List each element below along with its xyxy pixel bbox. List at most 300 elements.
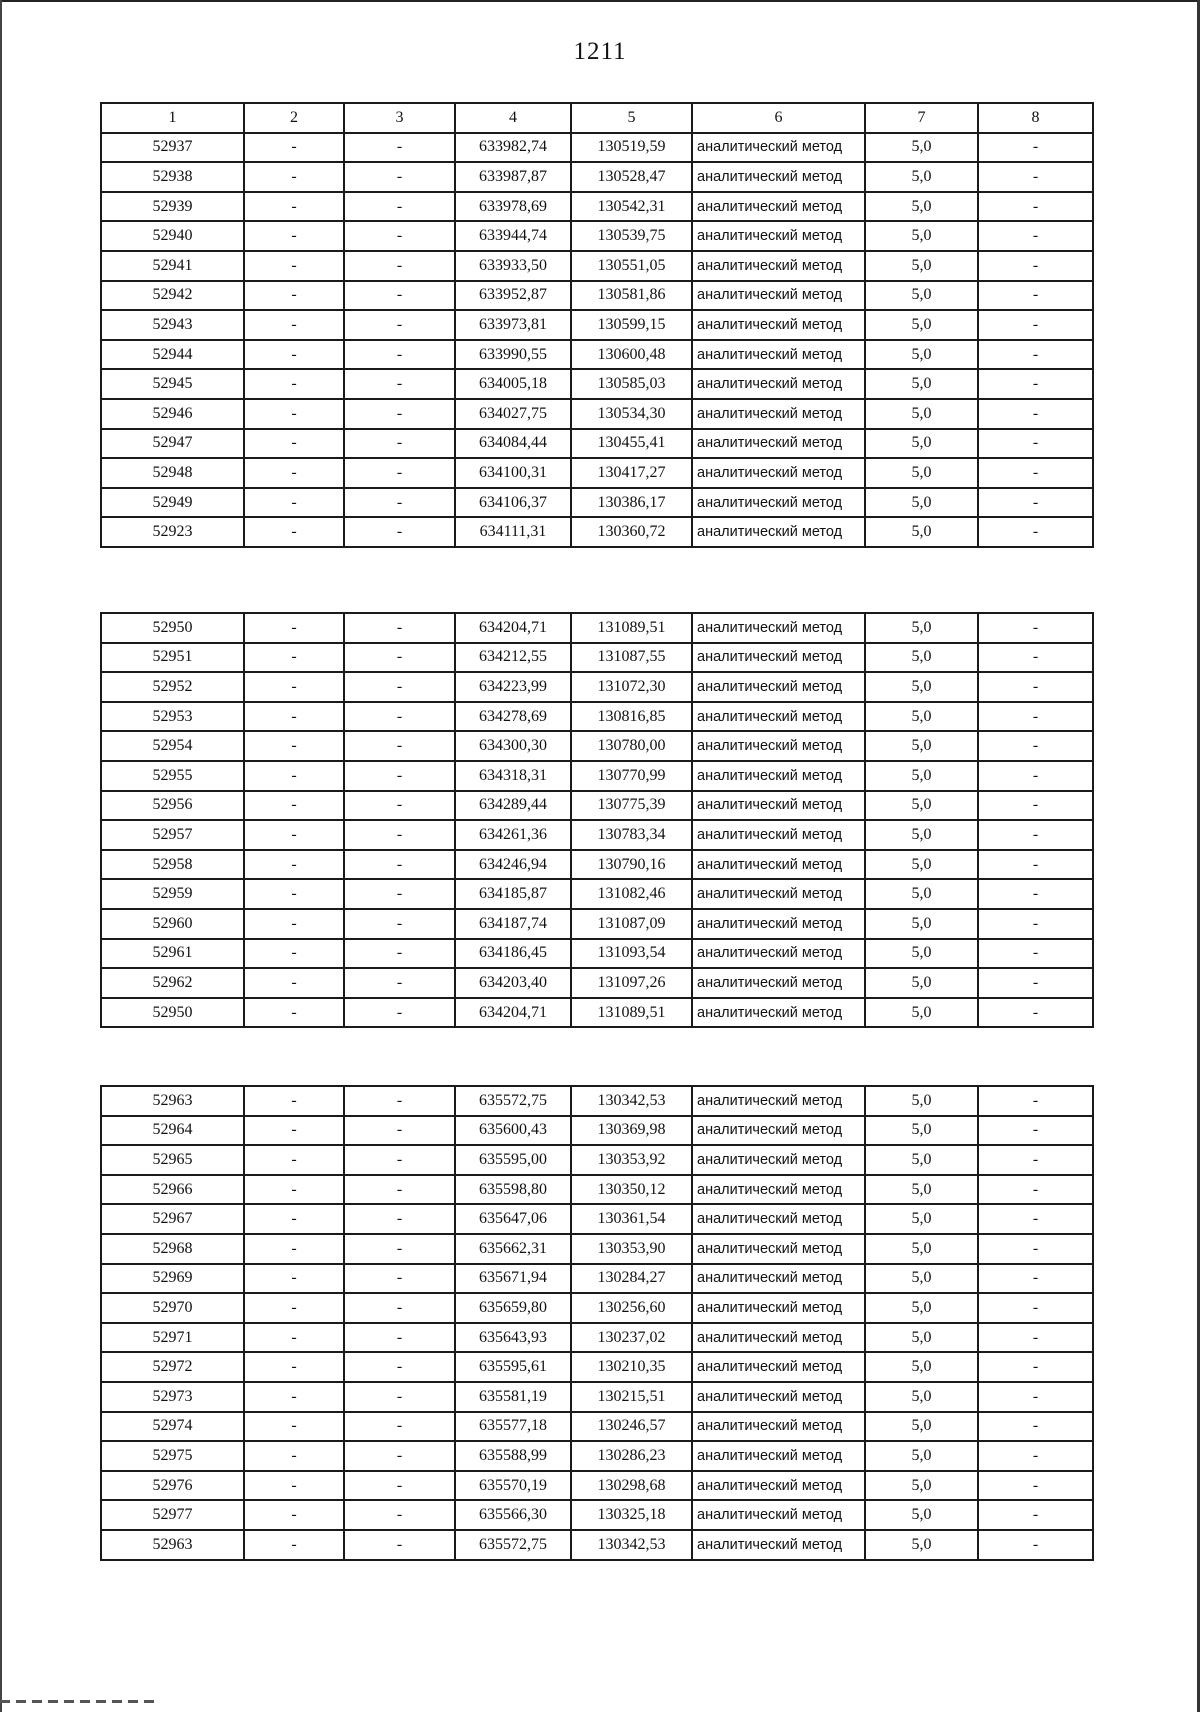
table-cell-col-4: 634204,71: [455, 613, 571, 643]
table-row: [101, 1441, 1093, 1471]
table-cell-col-4: 634186,45: [455, 939, 571, 969]
table-cell-col-7: 5,0: [865, 879, 978, 909]
coordinate-table-3: [100, 1085, 1094, 1561]
table-cell-col-3: -: [344, 1204, 455, 1234]
table-cell-col-4: 634185,87: [455, 879, 571, 909]
table-cell-col-4: 634005,18: [455, 369, 571, 399]
table-row: [101, 1204, 1093, 1234]
table-cell-col-5: 130790,16: [571, 850, 692, 880]
table-cell-col-7: 5,0: [865, 1382, 978, 1412]
table-cell-col-6: аналитический метод: [692, 488, 865, 518]
table-cell-col-2: -: [244, 1412, 344, 1442]
table-row: [101, 1352, 1093, 1382]
table-cell-col-3: -: [344, 613, 455, 643]
table-cell-col-7: 5,0: [865, 1293, 978, 1323]
table-cell-col-3: -: [344, 1086, 455, 1116]
table-cell-col-2: -: [244, 369, 344, 399]
table-cell-col-4: 633973,81: [455, 310, 571, 340]
table-cell-col-8: -: [978, 702, 1093, 732]
table-cell-col-7: 5,0: [865, 1352, 978, 1382]
table-cell-col-7: 5,0: [865, 820, 978, 850]
table-cell-col-4: 634203,40: [455, 968, 571, 998]
table-row: [101, 1500, 1093, 1530]
table-cell-col-1: 52953: [101, 702, 244, 732]
table-cell-col-5: 130325,18: [571, 1500, 692, 1530]
table-cell-col-4: 635581,19: [455, 1382, 571, 1412]
table-row: [101, 369, 1093, 399]
table-row: [101, 1323, 1093, 1353]
table-cell-col-5: 131093,54: [571, 939, 692, 969]
table-cell-col-8: -: [978, 1352, 1093, 1382]
table-cell-col-8: -: [978, 1471, 1093, 1501]
table-cell-col-1: 52942: [101, 281, 244, 311]
table-cell-col-8: -: [978, 133, 1093, 163]
table-cell-col-8: -: [978, 162, 1093, 192]
table-cell-col-5: 130286,23: [571, 1441, 692, 1471]
table-cell-col-2: -: [244, 1086, 344, 1116]
table-cell-col-2: -: [244, 850, 344, 880]
table-cell-col-1: 52959: [101, 879, 244, 909]
table-cell-col-3: -: [344, 643, 455, 673]
table-cell-col-8: -: [978, 399, 1093, 429]
table-cell-col-8: -: [978, 1175, 1093, 1205]
table-cell-col-4: 634084,44: [455, 429, 571, 459]
table-row: [101, 998, 1093, 1028]
table-cell-col-3: -: [344, 1471, 455, 1501]
table-cell-col-5: 130816,85: [571, 702, 692, 732]
table-cell-col-8: -: [978, 1234, 1093, 1264]
table-cell-col-5: 131087,09: [571, 909, 692, 939]
table-cell-col-6: аналитический метод: [692, 1382, 865, 1412]
table-cell-col-6: аналитический метод: [692, 998, 865, 1028]
table-cell-col-5: 130600,48: [571, 340, 692, 370]
table-cell-col-8: -: [978, 850, 1093, 880]
scan-edge-left: [0, 0, 2, 1712]
table-cell-col-3: -: [344, 1293, 455, 1323]
table-cell-col-6: аналитический метод: [692, 791, 865, 821]
table-cell-col-3: -: [344, 1530, 455, 1560]
table-cell-col-6: аналитический метод: [692, 458, 865, 488]
table-cell-col-1: 52923: [101, 517, 244, 547]
table-cell-col-8: -: [978, 369, 1093, 399]
table-cell-col-4: 634106,37: [455, 488, 571, 518]
table-cell-col-4: 634223,99: [455, 672, 571, 702]
table-cell-col-8: -: [978, 429, 1093, 459]
table-cell-col-1: 52955: [101, 761, 244, 791]
table-cell-col-6: аналитический метод: [692, 221, 865, 251]
column-header-4: 4: [455, 103, 571, 133]
table-cell-col-3: -: [344, 399, 455, 429]
table-cell-col-4: 634246,94: [455, 850, 571, 880]
table-cell-col-7: 5,0: [865, 1323, 978, 1353]
table-cell-col-8: -: [978, 820, 1093, 850]
table-cell-col-1: 52954: [101, 731, 244, 761]
table-row: [101, 731, 1093, 761]
table-cell-col-6: аналитический метод: [692, 613, 865, 643]
table-cell-col-1: 52939: [101, 192, 244, 222]
table-cell-col-5: 130353,92: [571, 1145, 692, 1175]
table-cell-col-4: 634100,31: [455, 458, 571, 488]
table-cell-col-6: аналитический метод: [692, 1116, 865, 1146]
table-cell-col-7: 5,0: [865, 672, 978, 702]
table-cell-col-6: аналитический метод: [692, 968, 865, 998]
table-cell-col-3: -: [344, 1175, 455, 1205]
table-cell-col-3: -: [344, 879, 455, 909]
table-cell-col-6: аналитический метод: [692, 731, 865, 761]
table-cell-col-8: -: [978, 1323, 1093, 1353]
table-cell-col-3: -: [344, 761, 455, 791]
table-cell-col-7: 5,0: [865, 133, 978, 163]
table-cell-col-7: 5,0: [865, 458, 978, 488]
table-row: [101, 613, 1093, 643]
table-cell-col-5: 131072,30: [571, 672, 692, 702]
table-cell-col-3: -: [344, 702, 455, 732]
table-cell-col-8: -: [978, 488, 1093, 518]
table-cell-col-4: 634318,31: [455, 761, 571, 791]
table-cell-col-6: аналитический метод: [692, 1530, 865, 1560]
table-cell-col-6: аналитический метод: [692, 1175, 865, 1205]
table-cell-col-7: 5,0: [865, 1234, 978, 1264]
table-cell-col-1: 52968: [101, 1234, 244, 1264]
table-cell-col-7: 5,0: [865, 221, 978, 251]
table-cell-col-8: -: [978, 1500, 1093, 1530]
table-cell-col-1: 52965: [101, 1145, 244, 1175]
table-cell-col-5: 130342,53: [571, 1530, 692, 1560]
table-cell-col-5: 130534,30: [571, 399, 692, 429]
table-cell-col-4: 634212,55: [455, 643, 571, 673]
table-cell-col-2: -: [244, 761, 344, 791]
table-cell-col-2: -: [244, 1530, 344, 1560]
table-row: [101, 1382, 1093, 1412]
table-row: [101, 340, 1093, 370]
table-cell-col-1: 52961: [101, 939, 244, 969]
table-cell-col-7: 5,0: [865, 517, 978, 547]
table-cell-col-3: -: [344, 1264, 455, 1294]
table-row: [101, 1412, 1093, 1442]
table-cell-col-6: аналитический метод: [692, 1204, 865, 1234]
table-cell-col-3: -: [344, 1382, 455, 1412]
table-cell-col-6: аналитический метод: [692, 702, 865, 732]
table-cell-col-1: 52963: [101, 1530, 244, 1560]
table-cell-col-3: -: [344, 1441, 455, 1471]
table-cell-col-7: 5,0: [865, 429, 978, 459]
table-cell-col-2: -: [244, 221, 344, 251]
table-cell-col-2: -: [244, 998, 344, 1028]
header-row: [101, 103, 1093, 133]
table-cell-col-1: 52946: [101, 399, 244, 429]
table-cell-col-7: 5,0: [865, 1086, 978, 1116]
table-cell-col-1: 52963: [101, 1086, 244, 1116]
table-cell-col-1: 52957: [101, 820, 244, 850]
table-cell-col-3: -: [344, 791, 455, 821]
table-cell-col-8: -: [978, 939, 1093, 969]
table-row: [101, 909, 1093, 939]
table-cell-col-5: 131089,51: [571, 998, 692, 1028]
table-cell-col-7: 5,0: [865, 1116, 978, 1146]
table-cell-col-5: 130780,00: [571, 731, 692, 761]
table-row: [101, 133, 1093, 163]
table-cell-col-4: 633933,50: [455, 251, 571, 281]
table-cell-col-6: аналитический метод: [692, 369, 865, 399]
table-cell-col-3: -: [344, 1352, 455, 1382]
table-cell-col-3: -: [344, 458, 455, 488]
table-cell-col-5: 131097,26: [571, 968, 692, 998]
table-cell-col-8: -: [978, 1116, 1093, 1146]
table-cell-col-8: -: [978, 998, 1093, 1028]
table-cell-col-7: 5,0: [865, 162, 978, 192]
table-cell-col-5: 130585,03: [571, 369, 692, 399]
table-cell-col-8: -: [978, 791, 1093, 821]
table-cell-col-4: 633944,74: [455, 221, 571, 251]
table-cell-col-6: аналитический метод: [692, 192, 865, 222]
table-cell-col-7: 5,0: [865, 968, 978, 998]
table-cell-col-2: -: [244, 251, 344, 281]
table-cell-col-8: -: [978, 968, 1093, 998]
table-cell-col-2: -: [244, 968, 344, 998]
column-header-5: 5: [571, 103, 692, 133]
table-cell-col-3: -: [344, 850, 455, 880]
table-cell-col-5: 131082,46: [571, 879, 692, 909]
table-cell-col-4: 635647,06: [455, 1204, 571, 1234]
table-cell-col-1: 52940: [101, 221, 244, 251]
table-cell-col-4: 634027,75: [455, 399, 571, 429]
table-cell-col-6: аналитический метод: [692, 517, 865, 547]
table-cell-col-1: 52950: [101, 613, 244, 643]
table-cell-col-1: 52964: [101, 1116, 244, 1146]
table-cell-col-3: -: [344, 731, 455, 761]
table-cell-col-2: -: [244, 1116, 344, 1146]
table-cell-col-2: -: [244, 791, 344, 821]
table-cell-col-8: -: [978, 251, 1093, 281]
table-cell-col-7: 5,0: [865, 399, 978, 429]
table-cell-col-7: 5,0: [865, 281, 978, 311]
table-cell-col-3: -: [344, 281, 455, 311]
table-cell-col-2: -: [244, 192, 344, 222]
table-cell-col-3: -: [344, 310, 455, 340]
table-cell-col-4: 634187,74: [455, 909, 571, 939]
table-cell-col-3: -: [344, 1145, 455, 1175]
table-cell-col-5: 131087,55: [571, 643, 692, 673]
table-cell-col-5: 130353,90: [571, 1234, 692, 1264]
table-cell-col-5: 130237,02: [571, 1323, 692, 1353]
table-cell-col-6: аналитический метод: [692, 1293, 865, 1323]
table-row: [101, 672, 1093, 702]
table-cell-col-5: 131089,51: [571, 613, 692, 643]
coordinate-table-1: [100, 102, 1094, 548]
table-cell-col-1: 52971: [101, 1323, 244, 1353]
table-row: [101, 761, 1093, 791]
table-cell-col-6: аналитический метод: [692, 1500, 865, 1530]
table-cell-col-1: 52970: [101, 1293, 244, 1323]
table-cell-col-7: 5,0: [865, 909, 978, 939]
bottom-scan-mark: [0, 1700, 160, 1703]
table-cell-col-2: -: [244, 517, 344, 547]
table-cell-col-6: аналитический метод: [692, 281, 865, 311]
table-cell-col-1: 52962: [101, 968, 244, 998]
table-cell-col-6: аналитический метод: [692, 672, 865, 702]
table-cell-col-4: 635671,94: [455, 1264, 571, 1294]
table-row: [101, 221, 1093, 251]
table-cell-col-2: -: [244, 1234, 344, 1264]
table-cell-col-2: -: [244, 1293, 344, 1323]
table-cell-col-7: 5,0: [865, 1412, 978, 1442]
table-cell-col-1: 52958: [101, 850, 244, 880]
table-cell-col-1: 52941: [101, 251, 244, 281]
table-row: [101, 192, 1093, 222]
table-cell-col-4: 635570,19: [455, 1471, 571, 1501]
table-cell-col-5: 130350,12: [571, 1175, 692, 1205]
table-cell-col-8: -: [978, 643, 1093, 673]
table-cell-col-4: 633978,69: [455, 192, 571, 222]
table-cell-col-5: 130599,15: [571, 310, 692, 340]
table-cell-col-3: -: [344, 1412, 455, 1442]
table-cell-col-1: 52967: [101, 1204, 244, 1234]
table-cell-col-4: 633952,87: [455, 281, 571, 311]
table-cell-col-6: аналитический метод: [692, 1352, 865, 1382]
table-cell-col-3: -: [344, 133, 455, 163]
table-cell-col-1: 52960: [101, 909, 244, 939]
table-cell-col-8: -: [978, 192, 1093, 222]
table-cell-col-7: 5,0: [865, 310, 978, 340]
table-cell-col-7: 5,0: [865, 1204, 978, 1234]
table-cell-col-7: 5,0: [865, 613, 978, 643]
table-row: [101, 310, 1093, 340]
table-cell-col-6: аналитический метод: [692, 643, 865, 673]
table-cell-col-1: 52976: [101, 1471, 244, 1501]
table-cell-col-3: -: [344, 1323, 455, 1353]
table-cell-col-2: -: [244, 731, 344, 761]
table-cell-col-8: -: [978, 1145, 1093, 1175]
table-cell-col-6: аналитический метод: [692, 1441, 865, 1471]
table-cell-col-4: 635598,80: [455, 1175, 571, 1205]
column-header-8: 8: [978, 103, 1093, 133]
table-cell-col-3: -: [344, 429, 455, 459]
table-cell-col-8: -: [978, 1204, 1093, 1234]
table-cell-col-5: 130528,47: [571, 162, 692, 192]
table-cell-col-7: 5,0: [865, 939, 978, 969]
table-cell-col-7: 5,0: [865, 1500, 978, 1530]
table-cell-col-1: 52943: [101, 310, 244, 340]
table-cell-col-4: 635588,99: [455, 1441, 571, 1471]
table-cell-col-5: 130298,68: [571, 1471, 692, 1501]
table-cell-col-5: 130519,59: [571, 133, 692, 163]
table-cell-col-8: -: [978, 517, 1093, 547]
table-cell-col-2: -: [244, 1471, 344, 1501]
table-cell-col-3: -: [344, 517, 455, 547]
table-cell-col-6: аналитический метод: [692, 162, 865, 192]
table-cell-col-4: 633987,87: [455, 162, 571, 192]
table-row: [101, 488, 1093, 518]
table-cell-col-8: -: [978, 761, 1093, 791]
table-cell-col-2: -: [244, 1145, 344, 1175]
table-cell-col-2: -: [244, 702, 344, 732]
table-cell-col-2: -: [244, 162, 344, 192]
table-cell-col-8: -: [978, 1530, 1093, 1560]
table-cell-col-2: -: [244, 488, 344, 518]
table-cell-col-5: 130783,34: [571, 820, 692, 850]
table-cell-col-6: аналитический метод: [692, 879, 865, 909]
table-cell-col-7: 5,0: [865, 761, 978, 791]
table-cell-col-8: -: [978, 1086, 1093, 1116]
table-cell-col-4: 635566,30: [455, 1500, 571, 1530]
table-cell-col-2: -: [244, 458, 344, 488]
table-cell-col-4: 633982,74: [455, 133, 571, 163]
table-cell-col-5: 130342,53: [571, 1086, 692, 1116]
table-cell-col-1: 52972: [101, 1352, 244, 1382]
table-cell-col-5: 130542,31: [571, 192, 692, 222]
table-cell-col-5: 130256,60: [571, 1293, 692, 1323]
table-row: [101, 458, 1093, 488]
table-cell-col-4: 635600,43: [455, 1116, 571, 1146]
table-cell-col-3: -: [344, 192, 455, 222]
table-row: [101, 702, 1093, 732]
table-cell-col-7: 5,0: [865, 791, 978, 821]
table-cell-col-1: 52977: [101, 1500, 244, 1530]
table-cell-col-5: 130539,75: [571, 221, 692, 251]
table-cell-col-8: -: [978, 340, 1093, 370]
table-cell-col-3: -: [344, 672, 455, 702]
table-cell-col-2: -: [244, 820, 344, 850]
table-row: [101, 1086, 1093, 1116]
table-cell-col-1: 52952: [101, 672, 244, 702]
table-cell-col-2: -: [244, 429, 344, 459]
table-cell-col-2: -: [244, 1264, 344, 1294]
table-cell-col-2: -: [244, 1352, 344, 1382]
table-cell-col-1: 52973: [101, 1382, 244, 1412]
table-cell-col-2: -: [244, 1175, 344, 1205]
table-cell-col-2: -: [244, 310, 344, 340]
table-row: [101, 1264, 1093, 1294]
table-cell-col-4: 635595,00: [455, 1145, 571, 1175]
table-cell-col-4: 634204,71: [455, 998, 571, 1028]
table-row: [101, 162, 1093, 192]
table-cell-col-8: -: [978, 310, 1093, 340]
table-cell-col-5: 130215,51: [571, 1382, 692, 1412]
table-cell-col-2: -: [244, 399, 344, 429]
table-cell-col-6: аналитический метод: [692, 399, 865, 429]
table-row: [101, 281, 1093, 311]
table-cell-col-8: -: [978, 1293, 1093, 1323]
table-cell-col-5: 130361,54: [571, 1204, 692, 1234]
table-cell-col-6: аналитический метод: [692, 850, 865, 880]
table-cell-col-8: -: [978, 458, 1093, 488]
table-cell-col-3: -: [344, 251, 455, 281]
table-cell-col-3: -: [344, 162, 455, 192]
table-row: [101, 251, 1093, 281]
table-cell-col-5: 130360,72: [571, 517, 692, 547]
table-cell-col-1: 52975: [101, 1441, 244, 1471]
table-row: [101, 879, 1093, 909]
table-cell-col-1: 52974: [101, 1412, 244, 1442]
table-cell-col-3: -: [344, 1234, 455, 1264]
table-cell-col-6: аналитический метод: [692, 310, 865, 340]
page-number: 1211: [573, 38, 627, 65]
coordinate-table-2: [100, 612, 1094, 1028]
table-cell-col-2: -: [244, 1323, 344, 1353]
table-cell-col-2: -: [244, 281, 344, 311]
table-cell-col-7: 5,0: [865, 850, 978, 880]
table-row: [101, 1116, 1093, 1146]
table-cell-col-6: аналитический метод: [692, 1264, 865, 1294]
table-cell-col-8: -: [978, 221, 1093, 251]
table-cell-col-5: 130770,99: [571, 761, 692, 791]
table-cell-col-5: 130369,98: [571, 1116, 692, 1146]
table-cell-col-6: аналитический метод: [692, 1471, 865, 1501]
table-cell-col-3: -: [344, 939, 455, 969]
table-row: [101, 643, 1093, 673]
table-cell-col-1: 52938: [101, 162, 244, 192]
scan-edge-top: [0, 0, 1200, 2]
